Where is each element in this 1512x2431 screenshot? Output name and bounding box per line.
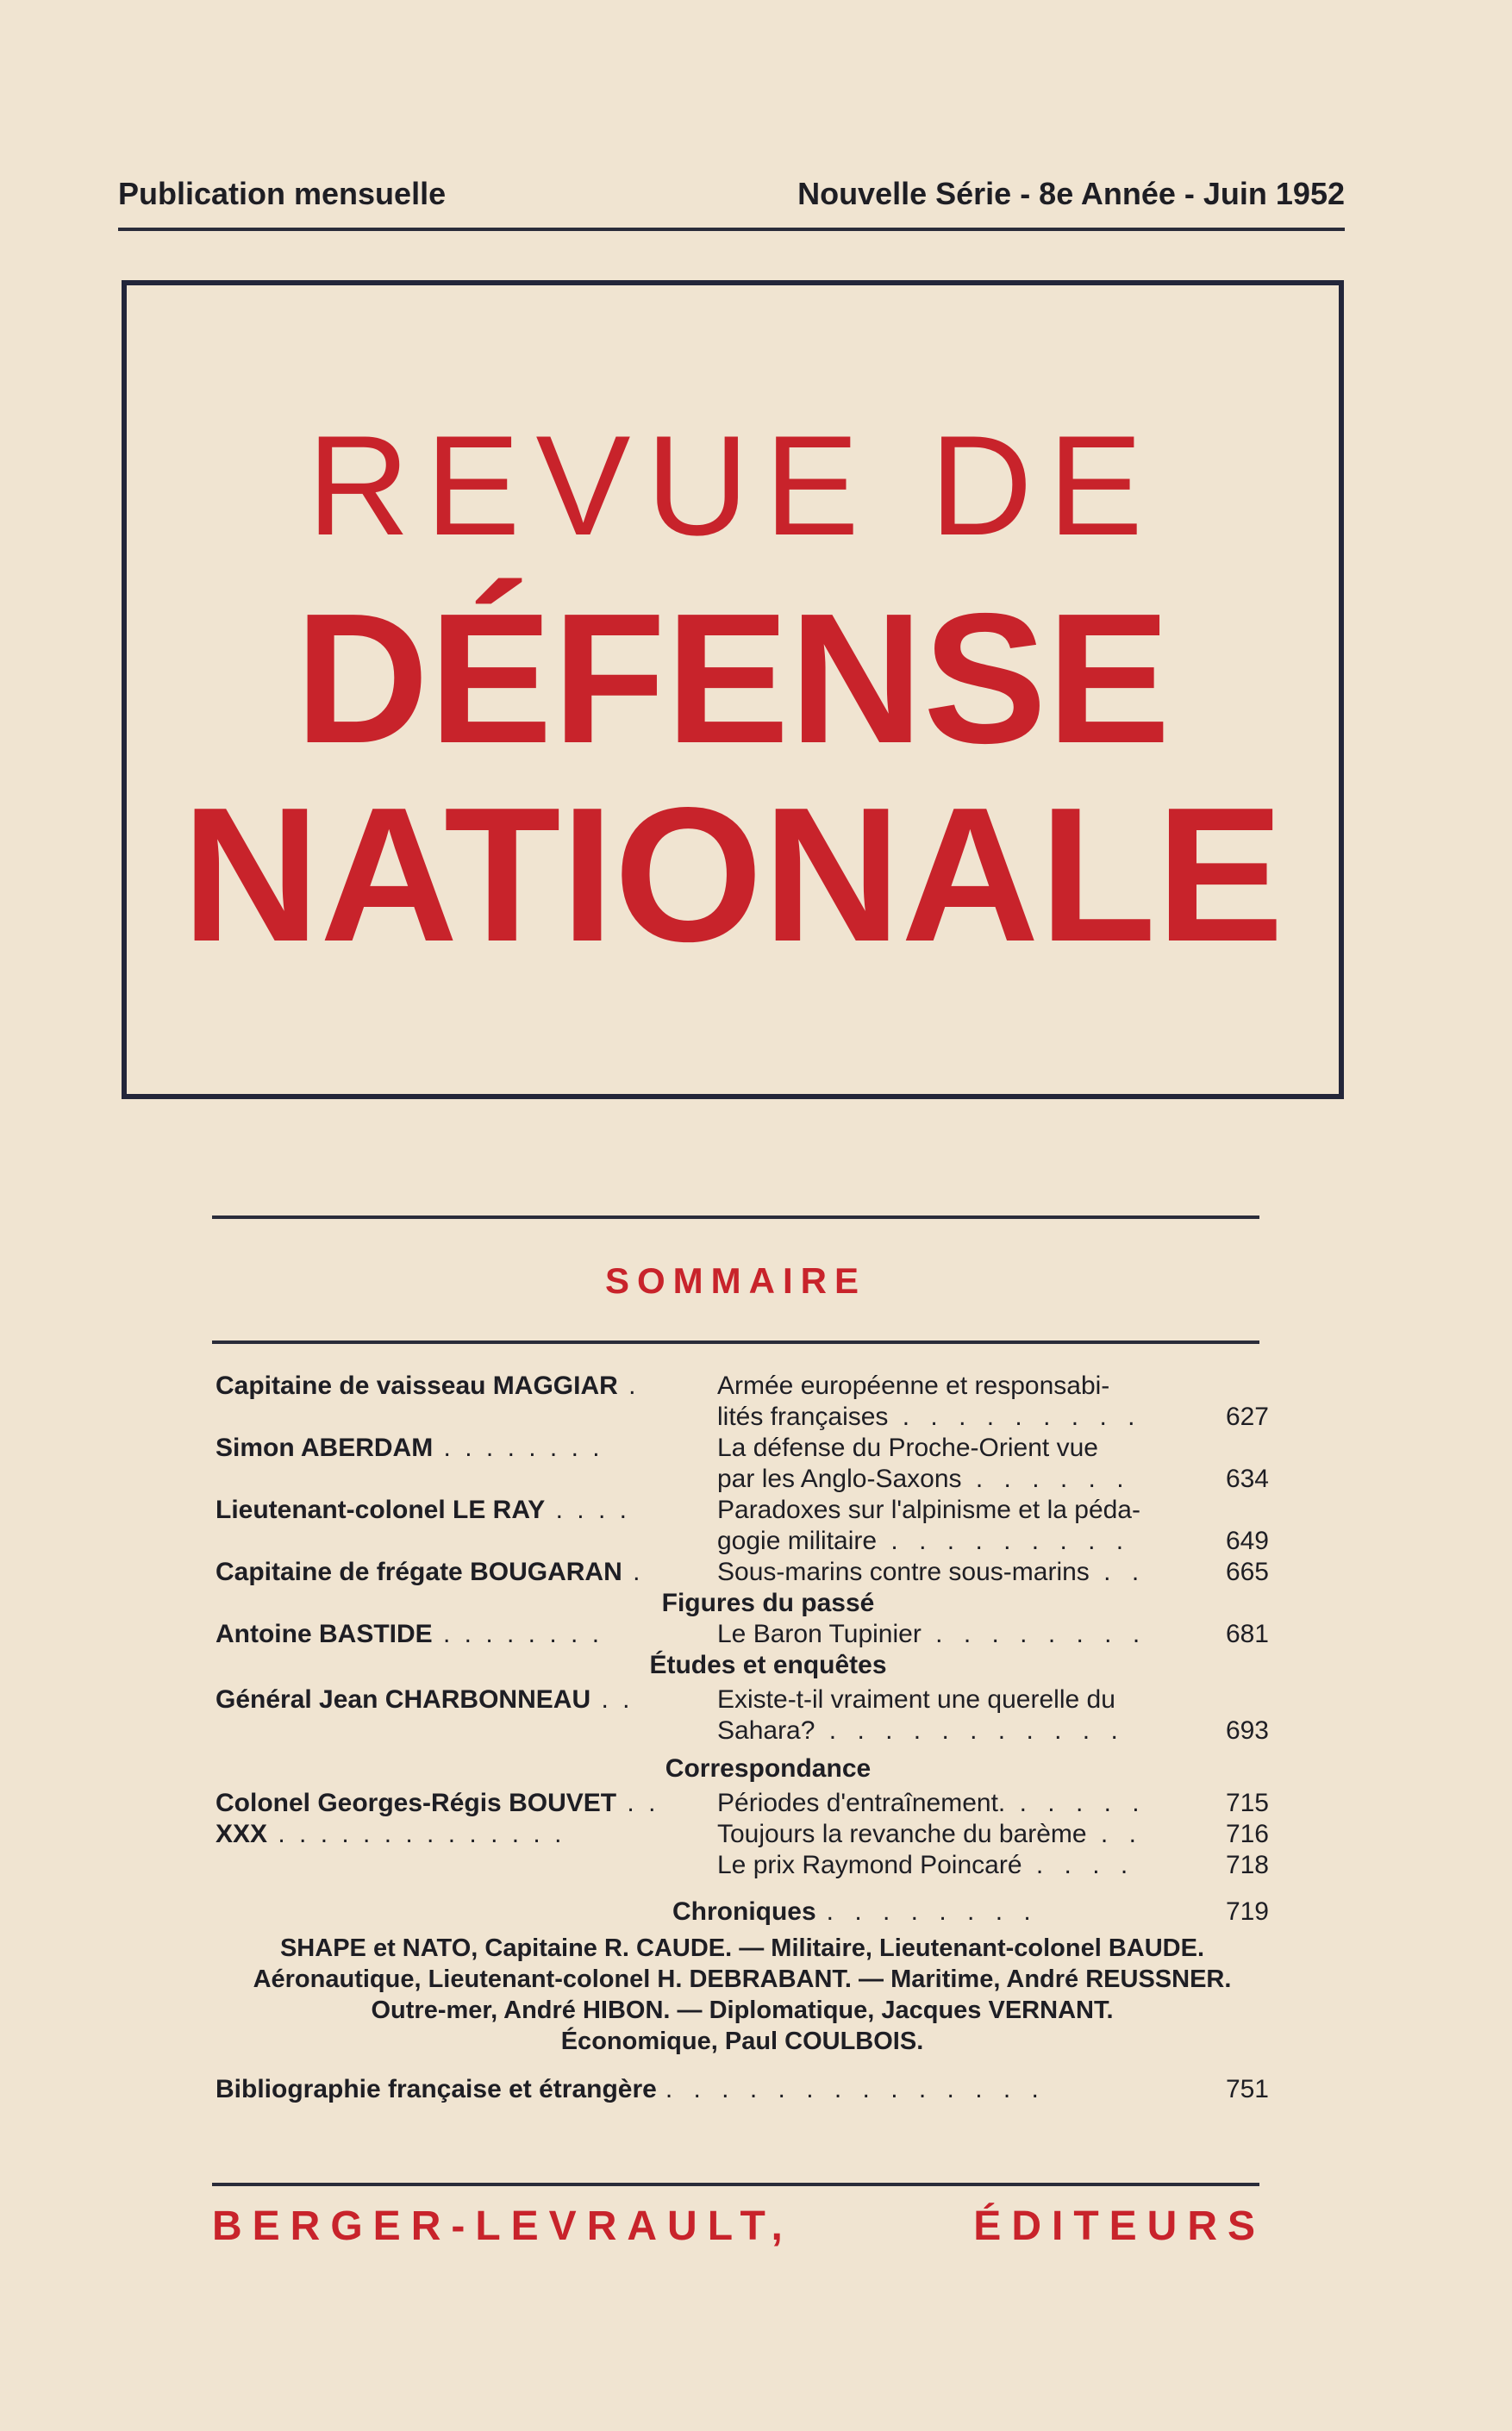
toc-title: Existe-t-il vraiment une querelle du [717,1685,1115,1714]
toc-page: 649 [1225,1527,1269,1555]
issue-info: Nouvelle Série - 8e Année - Juin 1952 [797,176,1345,211]
toc-entry: XXX . . . . . . . . . . . . . . Toujours la revanche du barème . . 716 [216,1820,1269,1848]
toc-page: 718 [1225,1851,1269,1879]
title-line-1: REVUE DE [307,406,1159,565]
toc-page: 693 [1225,1716,1269,1745]
toc-page: 716 [1225,1820,1269,1848]
title-line-2: DÉFENSE [295,574,1171,782]
toc-title-cont: Sahara? [717,1716,815,1745]
toc-author: Antoine BASTIDE . . . . . . . . [216,1620,603,1648]
toc-title: Paradoxes sur l'alpinisme et la péda- [717,1496,1140,1524]
title-line-3: NATIONALE [181,768,1284,982]
toc-page: 751 [1225,2075,1269,2103]
header-rule [118,228,1345,231]
toc-entry: Lieutenant-colonel LE RAY . . . . Paradoxes sur l'alpinisme et la péda- gogie militaire . . . . . . . . . 649 [216,1496,1269,1555]
toc-page: 715 [1225,1789,1269,1817]
toc-page: 681 [1225,1620,1269,1648]
toc-page: 665 [1225,1558,1269,1586]
toc-title: Toujours la revanche du barème [717,1820,1087,1848]
sommaire-top-rule [212,1216,1259,1219]
section-heading-correspondance: Correspondance [665,1754,872,1783]
header-line [118,176,1345,212]
toc-title: La défense du Proche-Orient vue [717,1434,1098,1462]
publisher-rule [212,2183,1259,2186]
toc-entry: Le prix Raymond Poincaré . . . . 718 [717,1851,1269,1879]
title-frame [122,280,1344,1099]
toc-author: Général Jean CHARBONNEAU . . [216,1685,634,1714]
sommaire-bottom-rule [212,1340,1259,1344]
toc-author: XXX . . . . . . . . . . . . . . [216,1820,565,1848]
toc-title-cont: gogie militaire [717,1527,878,1555]
publisher-line [212,2203,1265,2250]
toc-page: 719 [1225,1897,1269,1926]
toc-entry: Général Jean CHARBONNEAU . . Existe-t-il vraiment une querelle du Sahara? . . . . . . . . . . . 693 [216,1685,1269,1745]
sommaire-heading: SOMMAIRE [605,1260,866,1301]
toc-author: Simon ABERDAM . . . . . . . . [216,1434,603,1462]
toc-title: Périodes d'entraînement. [717,1789,1006,1817]
toc-entry: Antoine BASTIDE . . . . . . . . Le Baron Tupinier . . . . . . . . 681 [216,1620,1269,1648]
section-heading-etudes: Études et enquêtes [649,1651,887,1679]
publisher-role: ÉDITEURS [973,2203,1265,2249]
bibliographie-label: Bibliographie française et étrangère [216,2075,657,2103]
toc-title-cont: par les Anglo-Saxons [717,1465,962,1493]
chroniques-entry: Chroniques . . . . . . . . 719 [672,1897,1269,1926]
toc-title: Le Baron Tupinier [717,1620,922,1648]
publisher-name: BERGER-LEVRAULT, [212,2203,793,2249]
section-heading-passe: Figures du passé [661,1589,875,1617]
toc-entry: Capitaine de frégate BOUGARAN . Sous-marins contre sous-marins . . 665 [216,1558,1269,1586]
toc-entry: Colonel Georges-Régis BOUVET . . Périodes d'entraînement. . . . . . 715 [216,1789,1269,1817]
toc-page: 627 [1225,1403,1269,1431]
toc-entry: Simon ABERDAM . . . . . . . . La défense du Proche-Orient vue par les Anglo-Saxons . . . . . . 634 [216,1434,1269,1493]
publication-frequency: Publication mensuelle [118,176,447,211]
bibliographie-entry: Bibliographie française et étrangère . . . . . . . . . . . . . . 751 [216,2075,1269,2103]
toc-author: Lieutenant-colonel LE RAY . . . . [216,1496,630,1524]
toc-page: 634 [1225,1465,1269,1493]
chroniques-contributors: SHAPE et NATO, Capitaine R. CAUDE. — Militaire, Lieutenant-colonel BAUDE. Aéronautique, Lieutenant-colonel H. DEBRABANT. — Maritime, André REUSSNER. Outre-mer, André HIBON. — Diplomatique, Jacques VERNANT. Économique, Paul COULBOIS. [253,1934,1232,2055]
chroniques-label: Chroniques [672,1897,816,1926]
toc-title-cont: lités françaises [717,1403,889,1431]
toc-title: Sous-marins contre sous-marins [717,1558,1090,1586]
table-of-contents [216,1371,1269,2105]
toc-author: Capitaine de frégate BOUGARAN . [216,1558,644,1586]
toc-author: Capitaine de vaisseau MAGGIAR . [216,1372,640,1400]
toc-entry: Capitaine de vaisseau MAGGIAR . Armée européenne et responsabi- lités françaises . . . . . . . . . 627 [216,1372,1269,1431]
toc-title: Armée européenne et responsabi- [717,1372,1110,1400]
toc-title: Le prix Raymond Poincaré [717,1851,1022,1879]
toc-author: Colonel Georges-Régis BOUVET . . [216,1789,659,1817]
